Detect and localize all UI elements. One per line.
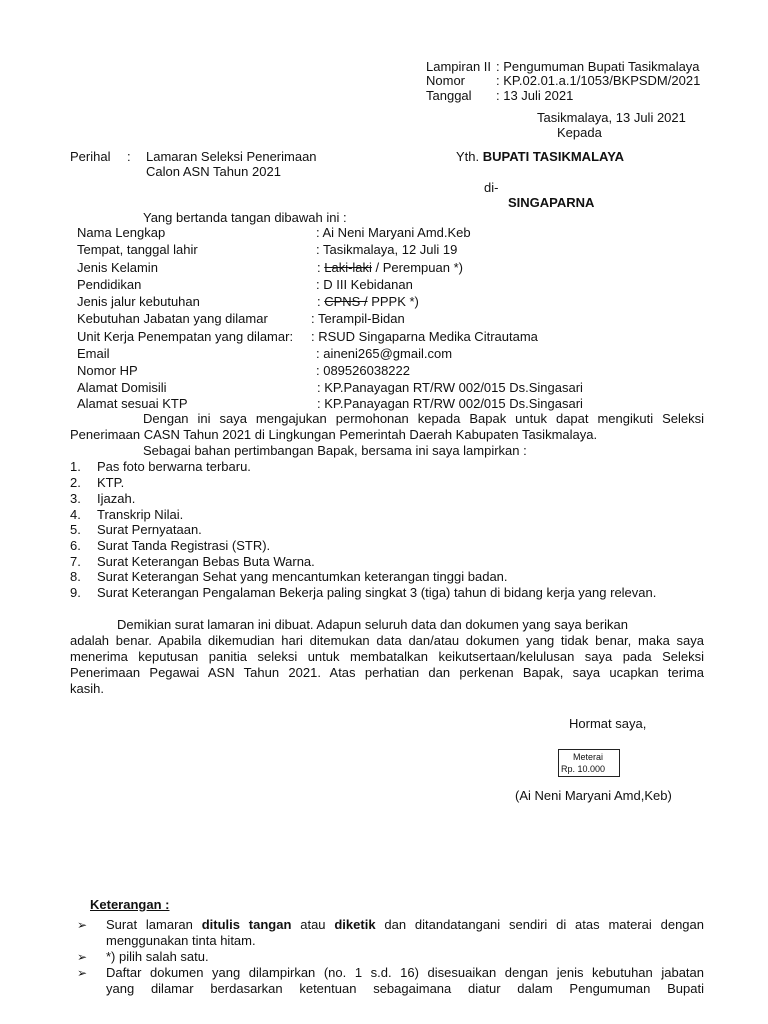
list-item: Surat Tanda Registrasi (STR). (97, 538, 271, 553)
list-item-number: 6. (70, 538, 81, 553)
field-value: : RSUD Singaparna Medika Citrautama (311, 329, 538, 344)
list-item-number: 1. (70, 459, 81, 474)
field-value: : D III Kebidanan (316, 277, 413, 292)
list-item-number: 8. (70, 569, 81, 584)
note-line: Daftar dokumen yang dilampirkan (no. 1 s.d. 16) disesuaikan dengan jenis kebutuhan jabatan (106, 965, 704, 980)
field-value: : 089526038222 (316, 363, 410, 378)
list-item: Pas foto berwarna terbaru. (97, 459, 251, 474)
field-label: Jenis Kelamin (77, 260, 158, 275)
lampiran-label: Lampiran II (426, 59, 492, 74)
recipient-line (456, 149, 624, 165)
signatory-name: (Ai Neni Maryani Amd,Keb) (515, 788, 672, 803)
field-value: : KP.Panayagan RT/RW 002/015 Ds.Singasari (317, 380, 583, 395)
lampiran-value: : Pengumuman Bupati Tasikmalaya (496, 59, 700, 74)
closing-line: kasih. (70, 681, 104, 696)
note-emphasis: diketik (334, 917, 376, 932)
field-value: : Terampil-Bidan (311, 311, 405, 326)
list-item: KTP. (97, 475, 125, 490)
closing-line: adalah benar. Apabila dikemudian hari ditemukan data dan/atau dokumen yang tidak benar, maka saya (70, 633, 704, 648)
recipient-city: SINGAPARNA (508, 195, 595, 210)
yth-label: Yth. (456, 149, 480, 164)
closing-line: Demikian surat lamaran ini dibuat. Adapun seluruh data dan dokumen yang saya berikan (117, 617, 628, 632)
struck-option: CPNS / (324, 294, 368, 309)
tanggal-label: Tanggal (426, 88, 472, 103)
field-value: : Ai Neni Maryani Amd.Keb (316, 225, 471, 240)
list-item-number: 9. (70, 585, 81, 600)
arrow-bullet-icon: ➢ (77, 950, 88, 964)
field-label: Jenis jalur kebutuhan (77, 294, 200, 309)
field-label: Nama Lengkap (77, 225, 166, 240)
attachments-intro: Sebagai bahan pertimbangan Bapak, bersama ini saya lampirkan : (143, 443, 527, 458)
perihal-line2: Calon ASN Tahun 2021 (146, 164, 281, 179)
list-item-number: 2. (70, 475, 81, 490)
closing-line: Penerimaan Pegawai ASN Tahun 2021. Atas perhatian dan perkenan Bapak, saya ucapkan terima (70, 665, 704, 680)
place-date: Tasikmalaya, 13 Juli 2021 (537, 110, 686, 125)
note-text-part: atau (291, 917, 335, 932)
arrow-bullet-icon: ➢ (77, 918, 88, 932)
note-line: menggunakan tinta hitam. (106, 933, 256, 948)
list-item: Surat Keterangan Sehat yang mencantumkan keterangan tinggi badan. (97, 569, 508, 584)
closing-line: menerima keputusan panitia seleksi untuk membatalkan keikutsertaan/kelulusan saya pada Seleksi (70, 649, 704, 664)
list-item: Surat Keterangan Bebas Buta Warna. (97, 554, 315, 569)
di-label: di- (484, 180, 499, 195)
field-value-rest: / Perempuan *) (371, 260, 463, 275)
field-value: : KP.Panayagan RT/RW 002/015 Ds.Singasari (317, 396, 583, 411)
list-item: Surat Pernyataan. (97, 522, 202, 537)
note-line: *) pilih salah satu. (106, 949, 209, 964)
field-value: : aineni265@gmail.com (316, 346, 453, 361)
nomor-value: : KP.02.01.a.1/1053/BKPSDM/2021 (496, 73, 701, 88)
list-item-number: 4. (70, 507, 81, 522)
list-item: Transkrip Nilai. (97, 507, 184, 522)
field-value (317, 294, 419, 310)
field-value-rest: PPPK *) (367, 294, 419, 309)
field-label: Unit Kerja Penempatan yang dilamar: (77, 329, 294, 344)
nomor-label: Nomor (426, 73, 466, 88)
body-paragraph-line: Dengan ini saya mengajukan permohonan kepada Bapak untuk dapat mengikuti Seleksi (143, 411, 704, 426)
body-paragraph-line: Penerimaan CASN Tahun 2021 di Lingkungan Pemerintah Daerah Kabupaten Tasikmalaya. (70, 427, 598, 442)
arrow-bullet-icon: ➢ (77, 966, 88, 980)
stamp-label: Meterai (573, 752, 604, 762)
tanggal-value: : 13 Juli 2021 (496, 88, 574, 103)
field-value-prefix: : (317, 294, 325, 309)
list-item-number: 7. (70, 554, 81, 569)
list-item: Surat Keterangan Pengalaman Bekerja paling singkat 3 (tiga) tahun di bidang kerja yang relevan. (97, 585, 657, 600)
closing-salutation: Hormat saya, (569, 716, 647, 731)
note-line: yang dilamar berdasarkan ketentuan sebagaimana diatur dalam Pengumuman Bupati (106, 981, 704, 996)
field-value-prefix: : (317, 260, 325, 275)
intro-text: Yang bertanda tangan dibawah ini : (143, 210, 347, 225)
field-label: Alamat sesuai KTP (77, 396, 188, 411)
note-line (106, 917, 704, 933)
field-label: Nomor HP (77, 363, 138, 378)
field-value: : Tasikmalaya, 12 Juli 19 (316, 242, 458, 257)
perihal-colon: : (127, 149, 131, 164)
recipient-name: BUPATI TASIKMALAYA (482, 149, 625, 164)
note-text-part: dan ditandatangani sendiri di atas materai dengan (375, 917, 705, 932)
field-label: Pendidikan (77, 277, 142, 292)
meterai-stamp (558, 749, 620, 777)
struck-option: Laki-laki (324, 260, 372, 275)
note-emphasis: ditulis tangan (201, 917, 292, 932)
perihal-label: Perihal (70, 149, 111, 164)
list-item: Ijazah. (97, 491, 136, 506)
field-value (317, 260, 463, 276)
note-text-part: Surat lamaran (106, 917, 202, 932)
field-label: Email (77, 346, 110, 361)
kepada-label: Kepada (557, 125, 602, 140)
stamp-value: Rp. 10.000 (561, 764, 606, 774)
field-label: Tempat, tanggal lahir (77, 242, 198, 257)
list-item-number: 3. (70, 491, 81, 506)
field-label: Kebutuhan Jabatan yang dilamar (77, 311, 268, 326)
perihal-line1: Lamaran Seleksi Penerimaan (146, 149, 317, 164)
field-label: Alamat Domisili (77, 380, 167, 395)
notes-title: Keterangan : (90, 897, 170, 912)
list-item-number: 5. (70, 522, 81, 537)
